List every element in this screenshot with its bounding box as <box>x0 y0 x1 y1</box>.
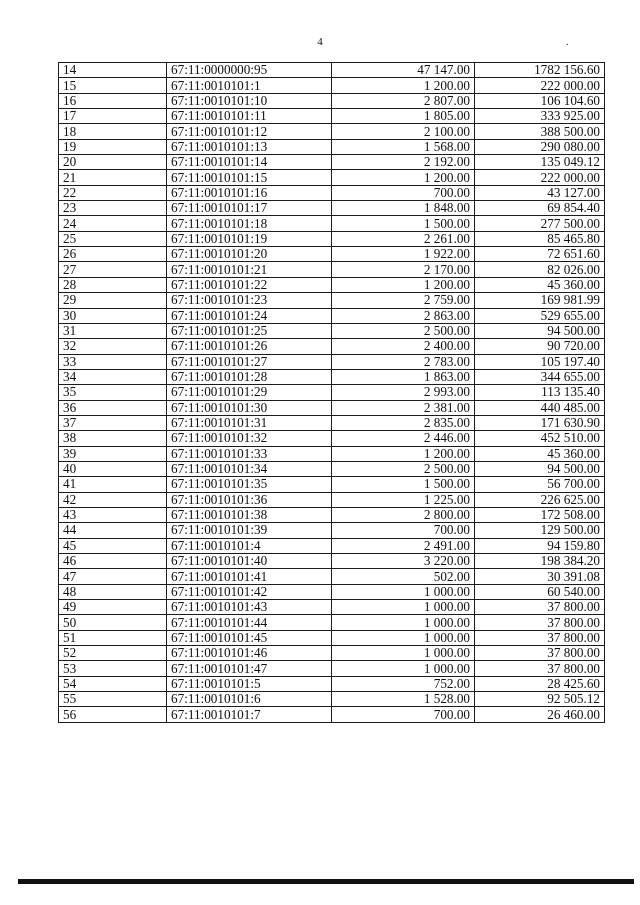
row-number-cell: 18 <box>59 124 167 139</box>
table-row <box>59 262 605 277</box>
cadastral-number-cell: 67:11:0010101:10 <box>167 93 332 108</box>
cadastral-number-cell: 67:11:0010101:28 <box>167 369 332 384</box>
page-number: 4 <box>317 36 323 48</box>
cadastral-number-cell: 67:11:0010101:35 <box>167 477 332 492</box>
row-number-cell: 42 <box>59 492 167 507</box>
corner-mark: . <box>566 37 569 48</box>
table-row <box>59 170 605 185</box>
cadastral-number-cell: 67:11:0010101:38 <box>167 507 332 522</box>
cadastral-value-cell: 26 460.00 <box>475 707 605 722</box>
cadastral-value-cell: 169 981.99 <box>475 293 605 308</box>
area-cell: 2 446.00 <box>332 431 475 446</box>
row-number-cell: 17 <box>59 109 167 124</box>
table-row <box>59 415 605 430</box>
table-row <box>59 692 605 707</box>
cadastral-value-cell: 45 360.00 <box>475 277 605 292</box>
cadastral-number-cell: 67:11:0010101:18 <box>167 216 332 231</box>
cadastral-value-cell: 94 159.80 <box>475 538 605 553</box>
table-row <box>59 216 605 231</box>
row-number-cell: 14 <box>59 63 167 78</box>
table-row <box>59 385 605 400</box>
table-row <box>59 293 605 308</box>
cadastral-value-cell: 440 485.00 <box>475 400 605 415</box>
table-row <box>59 600 605 615</box>
cadastral-number-cell: 67:11:0010101:14 <box>167 155 332 170</box>
row-number-cell: 15 <box>59 78 167 93</box>
area-cell: 2 759.00 <box>332 293 475 308</box>
area-cell: 1 500.00 <box>332 216 475 231</box>
cadastral-number-cell: 67:11:0010101:12 <box>167 124 332 139</box>
area-cell: 1 863.00 <box>332 369 475 384</box>
cadastral-value-cell: 82 026.00 <box>475 262 605 277</box>
row-number-cell: 26 <box>59 247 167 262</box>
row-number-cell: 16 <box>59 93 167 108</box>
table-row <box>59 308 605 323</box>
table-row <box>59 507 605 522</box>
area-cell: 1 225.00 <box>332 492 475 507</box>
table-row <box>59 661 605 676</box>
row-number-cell: 19 <box>59 139 167 154</box>
table-row <box>59 185 605 200</box>
area-cell: 700.00 <box>332 707 475 722</box>
area-cell: 2 400.00 <box>332 339 475 354</box>
cadastral-number-cell: 67:11:0010101:31 <box>167 415 332 430</box>
area-cell: 3 220.00 <box>332 554 475 569</box>
cadastral-number-cell: 67:11:0010101:34 <box>167 461 332 476</box>
cadastral-value-cell: 529 655.00 <box>475 308 605 323</box>
cadastral-value-cell: 37 800.00 <box>475 630 605 645</box>
row-number-cell: 35 <box>59 385 167 400</box>
area-cell: 1 000.00 <box>332 661 475 676</box>
cadastral-number-cell: 67:11:0010101:11 <box>167 109 332 124</box>
row-number-cell: 49 <box>59 600 167 615</box>
row-number-cell: 27 <box>59 262 167 277</box>
area-cell: 2 500.00 <box>332 461 475 476</box>
cadastral-value-cell: 198 384.20 <box>475 554 605 569</box>
table-row <box>59 523 605 538</box>
cadastral-number-cell: 67:11:0010101:40 <box>167 554 332 569</box>
cadastral-value-cell: 344 655.00 <box>475 369 605 384</box>
cadastral-number-cell: 67:11:0010101:41 <box>167 569 332 584</box>
cadastral-number-cell: 67:11:0010101:39 <box>167 523 332 538</box>
cadastral-number-cell: 67:11:0010101:33 <box>167 446 332 461</box>
row-number-cell: 41 <box>59 477 167 492</box>
cadastral-value-cell: 69 854.40 <box>475 201 605 216</box>
cadastral-number-cell: 67:11:0010101:46 <box>167 646 332 661</box>
cadastral-number-cell: 67:11:0010101:27 <box>167 354 332 369</box>
table-row <box>59 354 605 369</box>
cadastral-value-cell: 30 391.08 <box>475 569 605 584</box>
table-row <box>59 646 605 661</box>
cadastral-value-cell: 72 651.60 <box>475 247 605 262</box>
area-cell: 1 500.00 <box>332 477 475 492</box>
row-number-cell: 37 <box>59 415 167 430</box>
area-cell: 1 000.00 <box>332 584 475 599</box>
table-row <box>59 538 605 553</box>
row-number-cell: 47 <box>59 569 167 584</box>
cadastral-number-cell: 67:11:0010101:15 <box>167 170 332 185</box>
row-number-cell: 31 <box>59 323 167 338</box>
cadastral-number-cell: 67:11:0010101:7 <box>167 707 332 722</box>
area-cell: 2 500.00 <box>332 323 475 338</box>
cadastral-number-cell: 67:11:0010101:13 <box>167 139 332 154</box>
cadastral-value-cell: 85 465.80 <box>475 231 605 246</box>
table-row <box>59 124 605 139</box>
cadastral-number-cell: 67:11:0010101:23 <box>167 293 332 308</box>
cadastral-value-cell: 106 104.60 <box>475 93 605 108</box>
cadastral-value-cell: 290 080.00 <box>475 139 605 154</box>
cadastral-number-cell: 67:11:0000000:95 <box>167 63 332 78</box>
area-cell: 2 807.00 <box>332 93 475 108</box>
area-cell: 2 863.00 <box>332 308 475 323</box>
row-number-cell: 21 <box>59 170 167 185</box>
cadastral-value-cell: 56 700.00 <box>475 477 605 492</box>
table-row <box>59 707 605 722</box>
table-row <box>59 78 605 93</box>
row-number-cell: 55 <box>59 692 167 707</box>
cadastral-number-cell: 67:11:0010101:29 <box>167 385 332 400</box>
table-row <box>59 584 605 599</box>
table-row <box>59 569 605 584</box>
area-cell: 1 805.00 <box>332 109 475 124</box>
parcel-table-body <box>59 63 605 723</box>
table-row <box>59 369 605 384</box>
area-cell: 1 848.00 <box>332 201 475 216</box>
row-number-cell: 48 <box>59 584 167 599</box>
cadastral-value-cell: 222 000.00 <box>475 170 605 185</box>
row-number-cell: 33 <box>59 354 167 369</box>
area-cell: 1 000.00 <box>332 630 475 645</box>
area-cell: 1 200.00 <box>332 78 475 93</box>
cadastral-number-cell: 67:11:0010101:26 <box>167 339 332 354</box>
cadastral-number-cell: 67:11:0010101:42 <box>167 584 332 599</box>
cadastral-value-cell: 105 197.40 <box>475 354 605 369</box>
cadastral-value-cell: 1782 156.60 <box>475 63 605 78</box>
cadastral-number-cell: 67:11:0010101:47 <box>167 661 332 676</box>
area-cell: 2 491.00 <box>332 538 475 553</box>
area-cell: 2 100.00 <box>332 124 475 139</box>
cadastral-value-cell: 135 049.12 <box>475 155 605 170</box>
cadastral-number-cell: 67:11:0010101:30 <box>167 400 332 415</box>
table-row <box>59 247 605 262</box>
table-row <box>59 339 605 354</box>
area-cell: 700.00 <box>332 185 475 200</box>
area-cell: 1 528.00 <box>332 692 475 707</box>
cadastral-number-cell: 67:11:0010101:32 <box>167 431 332 446</box>
cadastral-value-cell: 388 500.00 <box>475 124 605 139</box>
cadastral-number-cell: 67:11:0010101:5 <box>167 676 332 691</box>
area-cell: 1 200.00 <box>332 170 475 185</box>
cadastral-value-cell: 92 505.12 <box>475 692 605 707</box>
row-number-cell: 56 <box>59 707 167 722</box>
row-number-cell: 29 <box>59 293 167 308</box>
row-number-cell: 50 <box>59 615 167 630</box>
row-number-cell: 30 <box>59 308 167 323</box>
area-cell: 2 800.00 <box>332 507 475 522</box>
cadastral-number-cell: 67:11:0010101:43 <box>167 600 332 615</box>
row-number-cell: 22 <box>59 185 167 200</box>
table-row <box>59 400 605 415</box>
cadastral-number-cell: 67:11:0010101:16 <box>167 185 332 200</box>
cadastral-value-cell: 28 425.60 <box>475 676 605 691</box>
cadastral-value-cell: 452 510.00 <box>475 431 605 446</box>
table-row <box>59 109 605 124</box>
table-row <box>59 323 605 338</box>
row-number-cell: 20 <box>59 155 167 170</box>
row-number-cell: 53 <box>59 661 167 676</box>
area-cell: 752.00 <box>332 676 475 691</box>
table-row <box>59 461 605 476</box>
area-cell: 2 381.00 <box>332 400 475 415</box>
row-number-cell: 32 <box>59 339 167 354</box>
cadastral-number-cell: 67:11:0010101:44 <box>167 615 332 630</box>
area-cell: 1 000.00 <box>332 615 475 630</box>
cadastral-number-cell: 67:11:0010101:17 <box>167 201 332 216</box>
cadastral-number-cell: 67:11:0010101:1 <box>167 78 332 93</box>
area-cell: 2 261.00 <box>332 231 475 246</box>
table-row <box>59 431 605 446</box>
row-number-cell: 43 <box>59 507 167 522</box>
table-row <box>59 446 605 461</box>
row-number-cell: 46 <box>59 554 167 569</box>
cadastral-value-cell: 37 800.00 <box>475 615 605 630</box>
cadastral-number-cell: 67:11:0010101:6 <box>167 692 332 707</box>
table-row <box>59 676 605 691</box>
row-number-cell: 39 <box>59 446 167 461</box>
cadastral-value-cell: 94 500.00 <box>475 323 605 338</box>
cadastral-number-cell: 67:11:0010101:21 <box>167 262 332 277</box>
table-row <box>59 231 605 246</box>
row-number-cell: 24 <box>59 216 167 231</box>
cadastral-value-cell: 113 135.40 <box>475 385 605 400</box>
cadastral-number-cell: 67:11:0010101:45 <box>167 630 332 645</box>
area-cell: 47 147.00 <box>332 63 475 78</box>
row-number-cell: 54 <box>59 676 167 691</box>
area-cell: 1 200.00 <box>332 446 475 461</box>
table-row <box>59 615 605 630</box>
area-cell: 1 200.00 <box>332 277 475 292</box>
cadastral-value-cell: 43 127.00 <box>475 185 605 200</box>
table-row <box>59 630 605 645</box>
cadastral-number-cell: 67:11:0010101:36 <box>167 492 332 507</box>
row-number-cell: 38 <box>59 431 167 446</box>
cadastral-value-cell: 222 000.00 <box>475 78 605 93</box>
row-number-cell: 40 <box>59 461 167 476</box>
area-cell: 1 000.00 <box>332 646 475 661</box>
row-number-cell: 52 <box>59 646 167 661</box>
table-row <box>59 63 605 78</box>
area-cell: 1 568.00 <box>332 139 475 154</box>
cadastral-number-cell: 67:11:0010101:25 <box>167 323 332 338</box>
cadastral-value-cell: 277 500.00 <box>475 216 605 231</box>
area-cell: 2 192.00 <box>332 155 475 170</box>
table-row <box>59 93 605 108</box>
cadastral-value-cell: 172 508.00 <box>475 507 605 522</box>
cadastral-value-cell: 94 500.00 <box>475 461 605 476</box>
cadastral-value-cell: 37 800.00 <box>475 661 605 676</box>
cadastral-value-cell: 226 625.00 <box>475 492 605 507</box>
row-number-cell: 25 <box>59 231 167 246</box>
row-number-cell: 51 <box>59 630 167 645</box>
area-cell: 502.00 <box>332 569 475 584</box>
cadastral-value-cell: 45 360.00 <box>475 446 605 461</box>
cadastral-value-cell: 37 800.00 <box>475 600 605 615</box>
row-number-cell: 23 <box>59 201 167 216</box>
area-cell: 2 783.00 <box>332 354 475 369</box>
row-number-cell: 45 <box>59 538 167 553</box>
cadastral-value-cell: 333 925.00 <box>475 109 605 124</box>
area-cell: 700.00 <box>332 523 475 538</box>
row-number-cell: 36 <box>59 400 167 415</box>
table-row <box>59 554 605 569</box>
cadastral-number-cell: 67:11:0010101:24 <box>167 308 332 323</box>
cadastral-value-cell: 90 720.00 <box>475 339 605 354</box>
cadastral-number-cell: 67:11:0010101:20 <box>167 247 332 262</box>
table-row <box>59 492 605 507</box>
cadastral-value-cell: 129 500.00 <box>475 523 605 538</box>
area-cell: 2 835.00 <box>332 415 475 430</box>
cadastral-number-cell: 67:11:0010101:22 <box>167 277 332 292</box>
cadastral-value-cell: 171 630.90 <box>475 415 605 430</box>
table-row <box>59 201 605 216</box>
cadastral-number-cell: 67:11:0010101:4 <box>167 538 332 553</box>
row-number-cell: 44 <box>59 523 167 538</box>
parcel-table <box>58 62 605 723</box>
cadastral-value-cell: 37 800.00 <box>475 646 605 661</box>
table-row <box>59 139 605 154</box>
table-row <box>59 155 605 170</box>
area-cell: 2 993.00 <box>332 385 475 400</box>
table-row <box>59 277 605 292</box>
cadastral-value-cell: 60 540.00 <box>475 584 605 599</box>
row-number-cell: 34 <box>59 369 167 384</box>
table-row <box>59 477 605 492</box>
area-cell: 1 000.00 <box>332 600 475 615</box>
bottom-divider <box>18 879 634 884</box>
area-cell: 2 170.00 <box>332 262 475 277</box>
cadastral-number-cell: 67:11:0010101:19 <box>167 231 332 246</box>
area-cell: 1 922.00 <box>332 247 475 262</box>
row-number-cell: 28 <box>59 277 167 292</box>
